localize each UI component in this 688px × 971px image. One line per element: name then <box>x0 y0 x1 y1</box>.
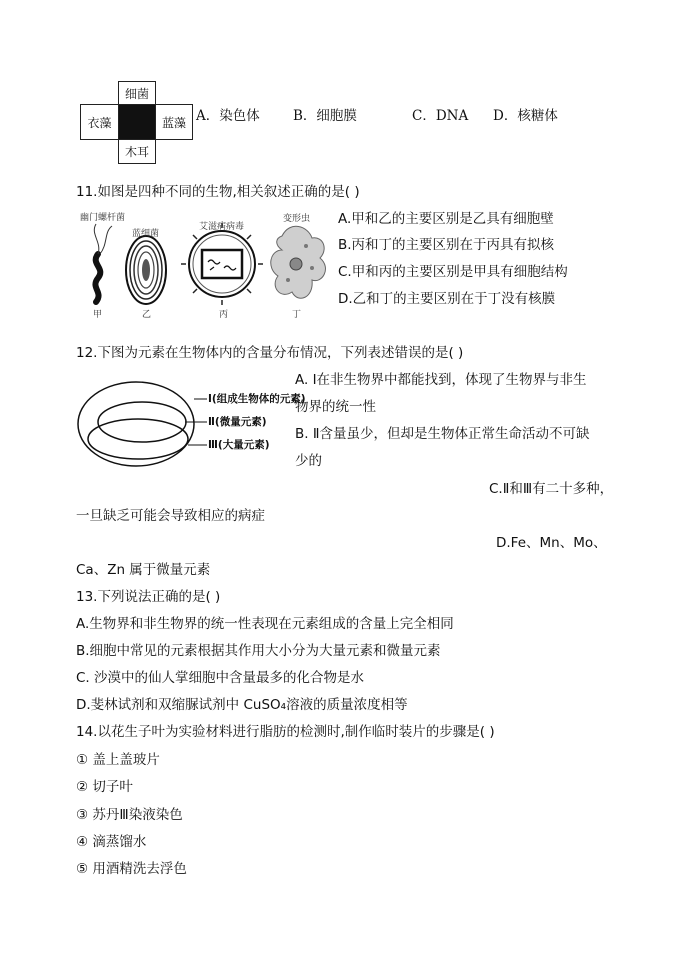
cross-bottom-cell: 木耳 <box>118 139 156 164</box>
q14-step-3: ③ 苏丹Ⅲ染液染色 <box>76 807 183 823</box>
venn-label-2: Ⅱ(微量元素) <box>208 416 267 428</box>
q10-option-d: D．核糖体 <box>493 108 558 124</box>
q13-option-b: B.细胞中常见的元素根据其作用大小分为大量元素和微量元素 <box>76 643 441 659</box>
q11-option-a: A.甲和乙的主要区别是乙具有细胞壁 <box>338 211 554 227</box>
helicobacter-drawing <box>94 224 112 302</box>
organism-c-label: 丙 <box>219 310 229 320</box>
q11-stem: 11.如图是四种不同的生物,相关叙述正确的是( ) <box>76 184 360 200</box>
q13-stem: 13.下列说法正确的是( ) <box>76 589 221 605</box>
q12-option-c-line2: 一旦缺乏可能会导致相应的病症 <box>76 508 265 524</box>
venn-label-1: Ⅰ(组成生物体的元素) <box>208 393 306 405</box>
q14-stem: 14.以花生子叶为实验材料进行脂肪的检测时,制作临时装片的步骤是( ) <box>76 724 495 740</box>
organism-c-name: 艾滋病病毒 <box>199 222 245 232</box>
organism-b-name: 蓝细菌 <box>132 229 160 239</box>
cyanobacterium-drawing <box>126 236 166 304</box>
q14-step-2: ② 切子叶 <box>76 779 133 795</box>
amoeba-drawing <box>271 226 326 298</box>
q12-option-d-line2: Ca、Zn 属于微量元素 <box>76 562 211 578</box>
q10-option-a: A．染色体 <box>196 108 260 124</box>
q11-option-d: D.乙和丁的主要区别在于丁没有核膜 <box>338 291 556 307</box>
q12-option-c-line1: C.Ⅱ和Ⅲ有二十多种， <box>489 481 614 497</box>
organism-a-name: 幽门螺杆菌 <box>80 213 126 223</box>
q12-stem: 12.下图为元素在生物体内的含量分布情况，下列表述错误的是( ) <box>76 345 464 361</box>
hiv-drawing <box>181 223 263 305</box>
q12-option-b-line2: 少的 <box>295 453 322 469</box>
organism-d-name: 变形虫 <box>283 214 311 224</box>
organism-b-label: 乙 <box>142 310 152 320</box>
cross-top-cell: 细菌 <box>118 81 156 105</box>
q14-step-1: ① 盖上盖玻片 <box>76 752 160 768</box>
q11-option-c: C.甲和丙的主要区别是甲具有细胞结构 <box>338 264 568 280</box>
q13-option-a: A.生物界和非生物界的统一性表现在元素组成的含量上完全相同 <box>76 616 454 632</box>
q12-option-b-line1: B. Ⅱ含量虽少，但却是生物体正常生命活动不可缺 <box>295 426 590 442</box>
q12-option-d-line1: D.Fe、Mn、Mo、 <box>496 535 607 551</box>
q11-option-b: B.丙和丁的主要区别在于丙具有拟核 <box>338 237 555 253</box>
cross-left-cell: 衣藻 <box>80 104 119 140</box>
cross-right-cell: 蓝藻 <box>155 104 193 140</box>
q10-option-b: B．细胞膜 <box>293 108 357 124</box>
q10-option-c: C．DNA <box>412 108 469 124</box>
organism-a-label: 甲 <box>93 310 103 320</box>
q12-option-a-line1: A. Ⅰ在非生物界中都能找到，体现了生物界与非生 <box>295 372 587 388</box>
cross-center-cell <box>118 104 156 140</box>
q14-step-4: ④ 滴蒸馏水 <box>76 834 147 850</box>
q14-step-5: ⑤ 用酒精洗去浮色 <box>76 861 187 877</box>
q13-option-d: D.斐林试剂和双缩脲试剂中 CuSO₄溶液的质量浓度相等 <box>76 697 408 713</box>
venn-label-3: Ⅲ(大量元素) <box>208 439 270 451</box>
q13-option-c: C. 沙漠中的仙人掌细胞中含量最多的化合物是水 <box>76 670 365 686</box>
q12-option-a-line2: 物界的统一性 <box>295 399 376 415</box>
organism-d-label: 丁 <box>292 310 302 320</box>
